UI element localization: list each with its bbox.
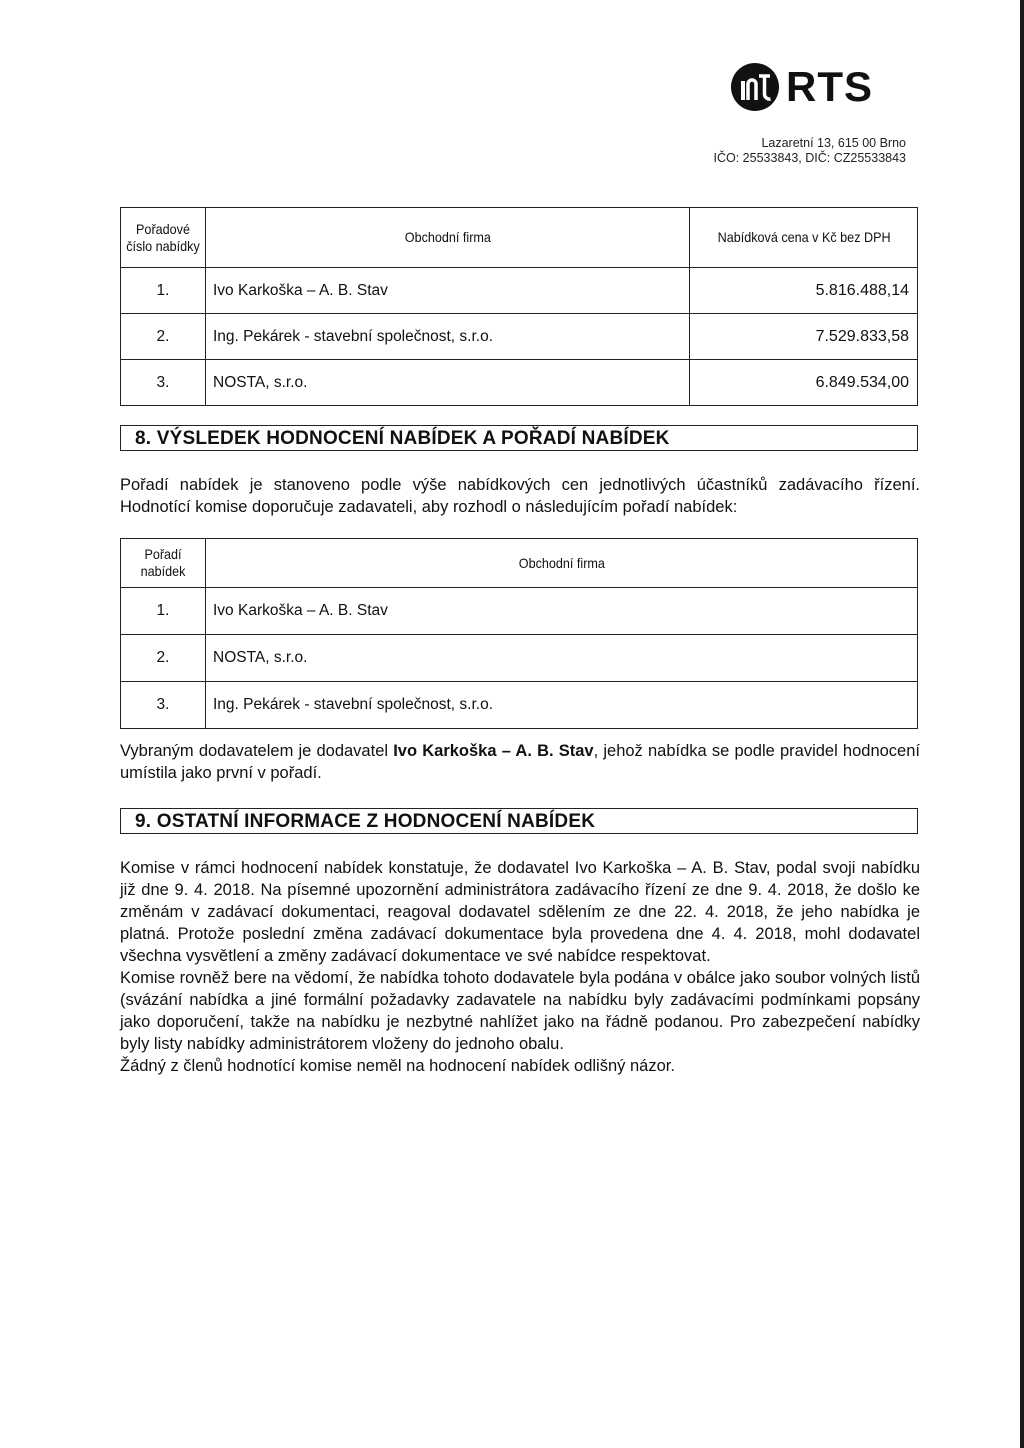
rank-number: 3.: [121, 682, 206, 729]
selected-supplier-paragraph: [120, 740, 920, 784]
section-9-paragraph-1: Komise v rámci hodnocení nabídek konstatuje, že dodavatel Ivo Karkoška – A. B. Stav, podal svoji nabídku již dne 9. 4. 2018. Na písemné upozornění administrátora zadávacího řízení ze dne 9. 4. 2018, že došlo ke změnám v zadávací dokumentaci, reagoval dodavatel sdělením ze dne 22. 4. 2018, že jeho nabídka je platná. Protože poslední změna zadávací dokumentace byla provedena dne 4. 4. 2018, mohl dodavatel všechna vysvětlení a změny zadávací dokumentace ve své nabídce respektovat.: [120, 859, 920, 965]
header-firm: Obchodní firma: [206, 208, 690, 268]
offer-firm: Ing. Pekárek - stavební společnost, s.r.o.: [206, 314, 690, 360]
offer-price: 5.816.488,14: [690, 268, 918, 314]
header-price: Nabídková cena v Kč bez DPH: [690, 208, 918, 268]
section-9-body: [120, 857, 920, 1077]
table-row: [121, 268, 918, 314]
page-edge: [1020, 0, 1024, 1448]
table-row: [121, 682, 918, 729]
offer-firm: NOSTA, s.r.o.: [206, 360, 690, 406]
table-row: [121, 360, 918, 406]
company-ids: IČO: 25533843, DIČ: CZ25533843: [713, 151, 906, 165]
rank-number: 1.: [121, 588, 206, 635]
section-8-title: 8. VÝSLEDEK HODNOCENÍ NABÍDEK A POŘADÍ NABÍDEK: [135, 428, 670, 449]
selected-prefix: Vybraným dodavatelem je dodavatel: [120, 742, 394, 760]
offer-price: 7.529.833,58: [690, 314, 918, 360]
table-row: [121, 314, 918, 360]
section-9-heading: [120, 808, 918, 834]
rank-number: 2.: [121, 635, 206, 682]
rank-firm: Ing. Pekárek - stavební společnost, s.r.o.: [206, 682, 918, 729]
selected-suffix: , jehož nabídka se podle pravidel hodnocení umístila jako první v pořadí.: [120, 742, 920, 782]
offer-firm: Ivo Karkoška – A. B. Stav: [206, 268, 690, 314]
table-row: [121, 635, 918, 682]
section-9-title: 9. OSTATNÍ INFORMACE Z HODNOCENÍ NABÍDEK: [135, 811, 596, 832]
logo-text: RTS: [786, 63, 873, 110]
company-logo: [730, 62, 873, 112]
offers-table: [120, 207, 918, 406]
ranking-table: [120, 538, 918, 729]
section-9-paragraph-3: Žádný z členů hodnotící komise neměl na hodnocení nabídek odlišný názor.: [120, 1057, 675, 1075]
header-firm: Obchodní firma: [206, 539, 918, 588]
section-8-paragraph: Pořadí nabídek je stanoveno podle výše nabídkových cen jednotlivých účastníků zadávacího řízení. Hodnotící komise doporučuje zadavateli, aby rozhodl o následujícím pořadí nabídek:: [120, 476, 920, 516]
header-number: Pořadové číslo nabídky: [121, 208, 206, 268]
offer-number: 2.: [121, 314, 206, 360]
rank-firm: NOSTA, s.r.o.: [206, 635, 918, 682]
address-line: Lazaretní 13, 615 00 Brno: [761, 136, 906, 150]
offer-number: 3.: [121, 360, 206, 406]
table-header-row: [121, 208, 918, 268]
table-header-row: [121, 539, 918, 588]
section-8-heading: [120, 425, 918, 451]
table-row: [121, 588, 918, 635]
rank-firm: Ivo Karkoška – A. B. Stav: [206, 588, 918, 635]
selected-supplier-name: Ivo Karkoška – A. B. Stav: [393, 742, 594, 760]
header-rank: Pořadí nabídek: [121, 539, 206, 588]
offer-number: 1.: [121, 268, 206, 314]
section-9-paragraph-2: Komise rovněž bere na vědomí, že nabídka tohoto dodavatele byla podána v obálce jako soubor volných listů (svázání nabídka a jiné formální požadavky zadavatele na nabídku byly zadávacími podmínkami popsány jako doporučení, takže na nabídku je nezbytné nahlížet jako na řádně podanou. Pro zabezpečení nabídky byly listy nabídky administrátorem vloženy do jednoho obalu.: [120, 969, 920, 1053]
offer-price: 6.849.534,00: [690, 360, 918, 406]
rts-logo-icon: [730, 62, 780, 112]
